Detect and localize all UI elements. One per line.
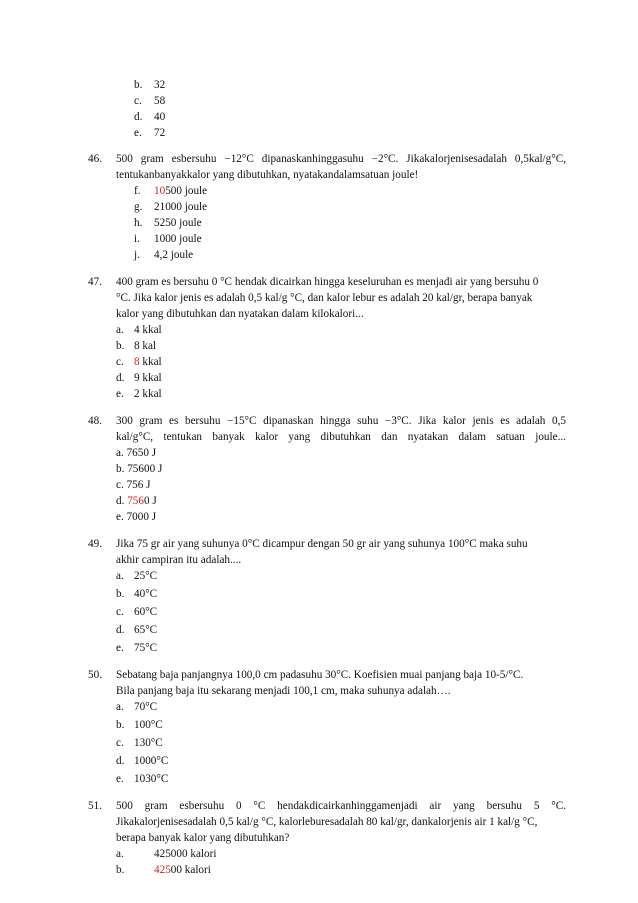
option-d: d.	[116, 372, 125, 384]
option-e: e.	[116, 773, 124, 785]
option-b: b.	[134, 79, 143, 91]
option-e: e.	[116, 388, 124, 400]
option-text: 130°C	[134, 737, 163, 749]
option-c: c.	[134, 95, 142, 107]
question-number: 48.	[88, 415, 102, 427]
option-text: 4,2 joule	[154, 249, 194, 261]
option-e: e. 7000 J	[116, 511, 157, 523]
question-text-line: °C. Jika kalor jenis es adalah 0,5 kal/g °C, dan kalor lebur es adalah 20 kal/gr, berapa banyak	[116, 292, 533, 304]
option-h: h.	[134, 217, 143, 229]
option-c: c.	[116, 606, 124, 618]
option-e: e.	[116, 642, 124, 654]
answer-highlight: 425	[154, 864, 171, 876]
option-e: e.	[134, 127, 142, 139]
option-text: 10500 joule	[154, 185, 208, 197]
option-text: 72	[154, 127, 166, 139]
option-a: a.	[116, 701, 124, 713]
option-a: a.	[116, 848, 124, 860]
option-b: b.	[116, 340, 125, 352]
option-a: a. 7650 J	[116, 447, 157, 459]
option-text: 70°C	[134, 701, 158, 713]
option-c: c.	[116, 356, 124, 368]
option-d: d.	[116, 755, 125, 767]
option-text: 58	[154, 95, 166, 107]
question-text-line: Sebatang baja panjangnya 100,0 cm padasuhu 30°C. Koefisien muai panjang baja 10-5/°C.	[116, 669, 524, 681]
question-text-line: kal/g°C, tentukan banyak kalor yang dibutuhkan dan nyatakan dalam satuan joule...	[116, 431, 566, 443]
option-f: f.	[134, 185, 141, 197]
question-number: 47.	[88, 276, 102, 288]
option-text: 65°C	[134, 624, 158, 636]
answer-highlight: 756	[127, 495, 144, 507]
option-text: 4 kkal	[134, 324, 162, 336]
option-text: 1000 joule	[154, 233, 202, 245]
option-b: b.	[116, 588, 125, 600]
option-d: d.	[116, 624, 125, 636]
question-text-line: berapa banyak kalor yang dibutuhkan?	[116, 832, 290, 844]
option-d: d. 7560 J	[116, 495, 157, 507]
option-b: b.	[116, 719, 125, 731]
option-c: c. 756 J	[116, 479, 151, 491]
question-text-line: 500 gram esbersuhu 0 °C hendakdicairkanhinggamenjadi air yang bersuhu 5 °C.	[116, 800, 566, 812]
option-text: 40°C	[134, 588, 158, 600]
option-text: 5250 joule	[154, 217, 202, 229]
option-text: 25°C	[134, 570, 158, 582]
option-a: a.	[116, 570, 124, 582]
option-text: 425000 kalori	[154, 848, 217, 860]
option-text: 9 kkal	[134, 372, 162, 384]
option-text: 1030°C	[134, 773, 169, 785]
option-text: 32	[154, 79, 166, 91]
option-text: 75°C	[134, 642, 158, 654]
option-d: d.	[134, 111, 143, 123]
question-text-line: 500 gram esbersuhu −12°C dipanaskanhinggasuhu −2°C. Jikakalorjenisesadalah 0,5kal/g°C,	[116, 153, 566, 165]
option-text: 60°C	[134, 606, 158, 618]
option-b: b.	[116, 864, 125, 876]
question-number: 49.	[88, 538, 102, 550]
answer-highlight: 10	[154, 185, 166, 197]
question-text-line: Jikakalorjenisesadalah 0,5 kal/g °C, kalorleburesadalah 80 kal/gr, dankalorjenis air 1 kal/g °C,	[116, 816, 538, 828]
option-a: a.	[116, 324, 124, 336]
option-text: 8 kkal	[134, 356, 162, 368]
option-b: b. 75600 J	[116, 463, 163, 475]
question-text-line: tentukanbanyakkalor yang dibutuhkan, nyatakandalamsatuan joule!	[116, 169, 419, 181]
option-text: 42500 kalori	[154, 864, 211, 876]
option-c: c.	[116, 737, 124, 749]
option-text: 40	[154, 111, 166, 123]
question-number: 51.	[88, 800, 102, 812]
question-number: 50.	[88, 669, 102, 681]
option-text: 8 kal	[134, 340, 157, 352]
question-number: 46.	[88, 153, 102, 165]
question-text-line: 400 gram es bersuhu 0 °C hendak dicairkan hingga keseluruhan es menjadi air yang bersuhu 0	[116, 276, 539, 288]
question-text-line: Jika 75 gr air yang suhunya 0°C dicampur dengan 50 gr air yang suhunya 100°C maka suhu	[116, 538, 528, 550]
option-text: 2 kkal	[134, 388, 162, 400]
question-text-line: 300 gram es bersuhu −15°C dipanaskan hingga suhu −3°C. Jika kalor jenis es adalah 0,5	[116, 415, 566, 427]
question-text-line: Bila panjang baja itu sekarang menjadi 100,1 cm, maka suhunya adalah….	[116, 685, 451, 697]
question-text-line: kalor yang dibutuhkan dan nyatakan dalam kilokalori...	[116, 308, 364, 320]
option-i: i.	[134, 233, 140, 245]
answer-highlight: 8	[134, 356, 140, 368]
option-g: g.	[134, 201, 143, 213]
option-text: 21000 joule	[154, 201, 208, 213]
question-text-line: akhir campiran itu adalah....	[116, 554, 242, 566]
option-text: 1000°C	[134, 755, 169, 767]
option-j: j.	[134, 249, 140, 261]
option-text: 100°C	[134, 719, 163, 731]
